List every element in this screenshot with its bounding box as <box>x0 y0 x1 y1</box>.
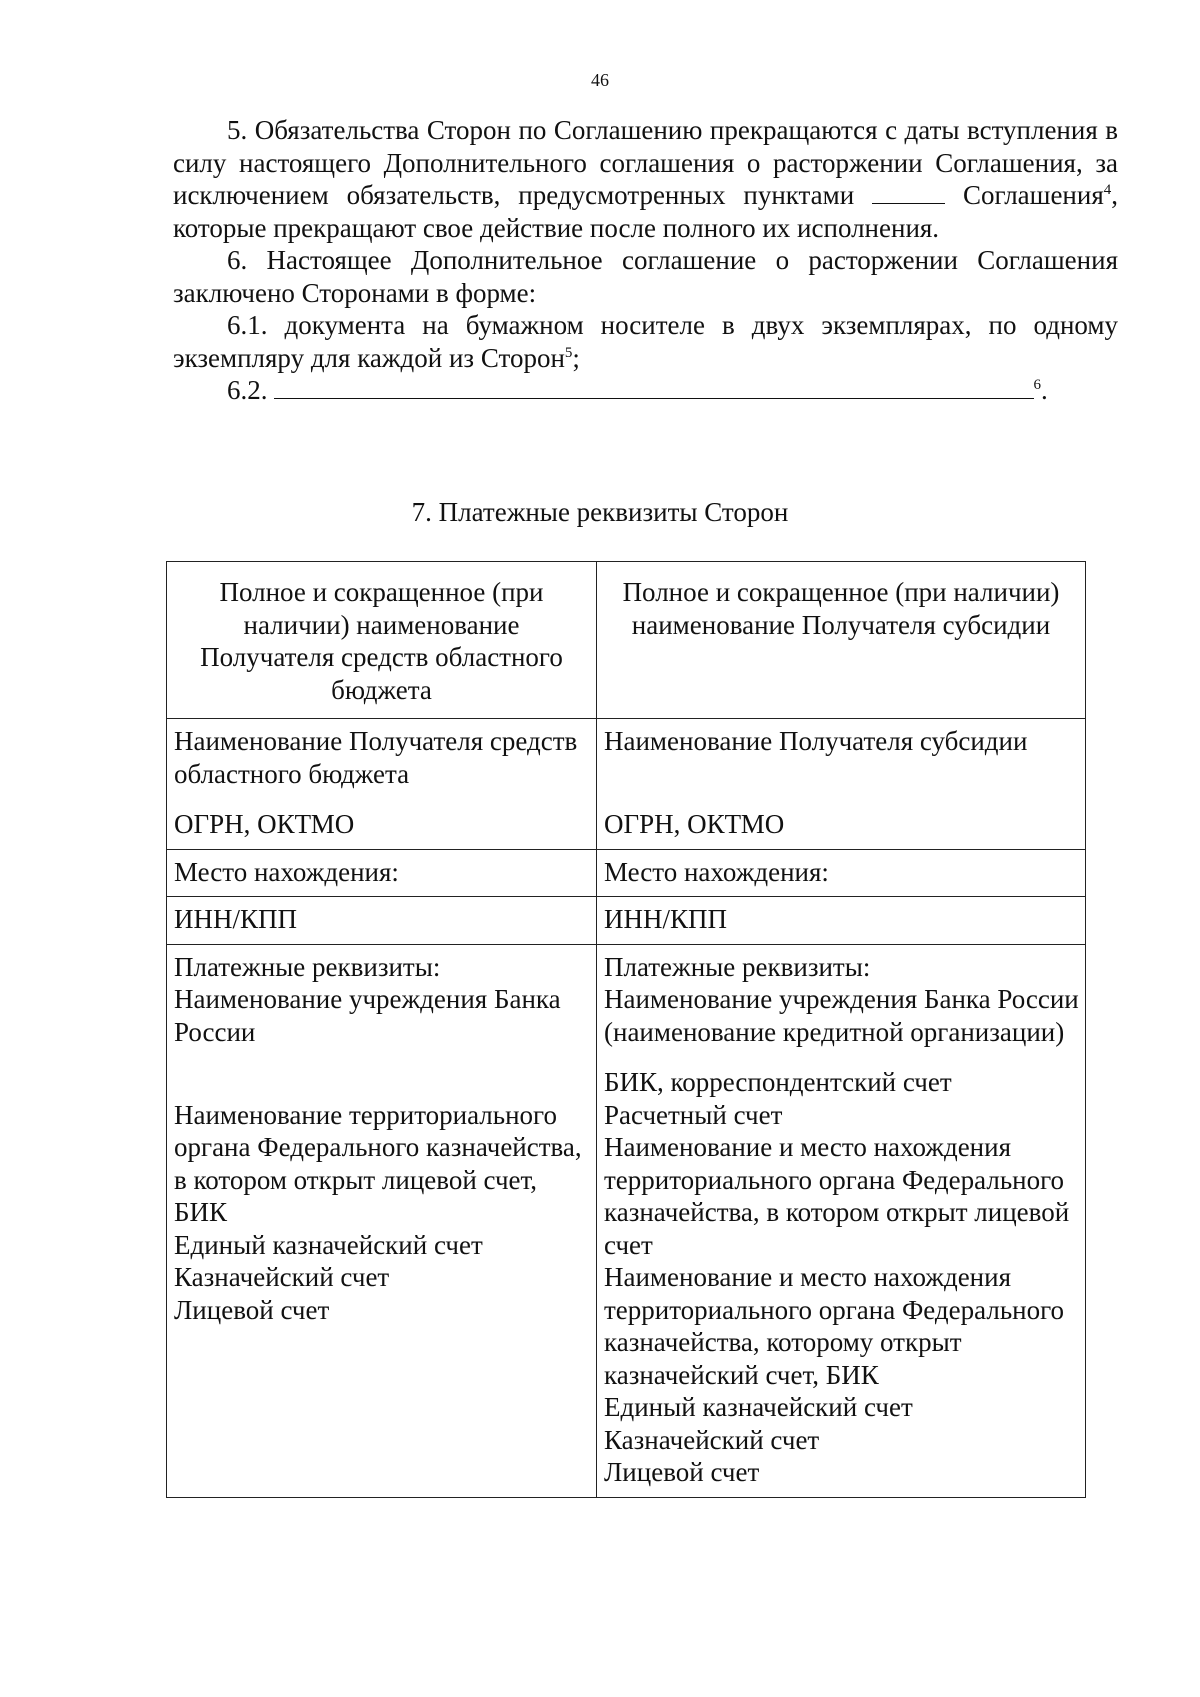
payment-details-label-left: Платежные реквизиты: <box>174 951 441 982</box>
payment-details-label-right: Платежные реквизиты: <box>604 951 871 982</box>
footnote-ref-4: 4 <box>1103 182 1112 198</box>
footnote-ref-6: 6 <box>1033 377 1041 393</box>
table-row <box>167 897 1086 945</box>
body-paragraphs <box>173 114 1118 407</box>
paragraph-6-1-text: 6.1. документа на бумажном носителе в двух экземплярах, по одному экземпляру для каждой из Сторон <box>173 310 1118 373</box>
recipient-subsidy-name: Наименование Получателя субсидии <box>604 726 1028 756</box>
treasury-account-right: Казначейский счет <box>604 1424 820 1455</box>
header-right-cell: Полное и сокращенное (при наличии) наименование Получателя субсидии <box>597 562 1086 719</box>
paragraph-5-text-a: 5. Обязательства Сторон по Соглашению прекращаются с даты вступления в силу настоящего Дополнительного соглашения о расторжении Соглашения, за исключением обязательств, предусмотренных пунктами <box>173 115 1118 210</box>
treasury-body-left: Наименование территориального органа Федерального казначейства, в котором открыт лицевой счет, БИК <box>174 1099 582 1227</box>
requisites-table <box>166 561 1086 1498</box>
name-ogrn-left-cell <box>167 719 597 850</box>
bank-name-right: Наименование учреждения Банка России (наименование кредитной организации) <box>604 984 1079 1047</box>
location-left-cell: Место нахождения: <box>167 849 597 897</box>
table-header-row <box>167 562 1086 719</box>
blank-items-field <box>872 181 945 204</box>
inn-kpp-left-cell: ИНН/КПП <box>167 897 597 945</box>
paragraph-5 <box>173 114 1118 244</box>
header-left-cell: Полное и сокращенное (при наличии) наименование Получателя средств областного бюджета <box>167 562 597 719</box>
paragraph-5-text-c: , которые прекращают свое действие после полного их исполнения. <box>173 180 1118 243</box>
paragraph-5-text-b: Соглашения <box>945 180 1104 210</box>
payment-details-right-cell <box>597 944 1086 1497</box>
treasury-body-treasury-right: Наименование и место нахождения территориального органа Федерального казначейства, которому открыт казначейский счет, БИК <box>604 1262 1065 1390</box>
table-row <box>167 719 1086 850</box>
treasury-body-personal-right: Наименование и место нахождения территориального органа Федерального казначейства, в котором открыт лицевой счет <box>604 1132 1070 1260</box>
location-right-cell: Место нахождения: <box>597 849 1086 897</box>
recipient-budget-name: Наименование Получателя средств областного бюджета <box>174 726 578 789</box>
settlement-account-right: Расчетный счет <box>604 1099 783 1130</box>
paragraph-6-2-end: . <box>1041 375 1048 405</box>
single-treasury-account-right: Единый казначейский счет <box>604 1392 913 1422</box>
name-ogrn-right-cell <box>597 719 1086 850</box>
ogrn-oktmo-left: ОГРН, ОКТМО <box>174 809 355 839</box>
paragraph-6-1-end: ; <box>572 342 580 373</box>
bik-corr-account-right: БИК, корреспондентский счет <box>604 1067 952 1097</box>
page-number: 46 <box>591 70 609 90</box>
table-row <box>167 944 1086 1497</box>
paragraph-6-2-label: 6.2. <box>227 375 268 405</box>
paragraph-6-1 <box>173 309 1118 374</box>
personal-account-left: Лицевой счет <box>174 1294 330 1325</box>
table-row <box>167 849 1086 897</box>
bank-name-left: Наименование учреждения Банка России <box>174 984 561 1047</box>
personal-account-right: Лицевой счет <box>604 1457 760 1487</box>
treasury-account-left: Казначейский счет <box>174 1262 390 1292</box>
ogrn-oktmo-right: ОГРН, ОКТМО <box>604 809 785 839</box>
paragraph-6: 6. Настоящее Дополнительное соглашение о расторжении Соглашения заключено Сторонами в форме: <box>173 245 1118 308</box>
single-treasury-account-left: Единый казначейский счет <box>174 1229 483 1260</box>
paragraph-6-2 <box>173 374 1118 407</box>
inn-kpp-right-cell: ИНН/КПП <box>597 897 1086 945</box>
blank-form-field <box>274 376 1034 399</box>
footnote-ref-5: 5 <box>564 344 573 361</box>
payment-details-left-cell <box>167 944 597 1497</box>
section-title: 7. Платежные реквизиты Сторон <box>411 497 789 527</box>
